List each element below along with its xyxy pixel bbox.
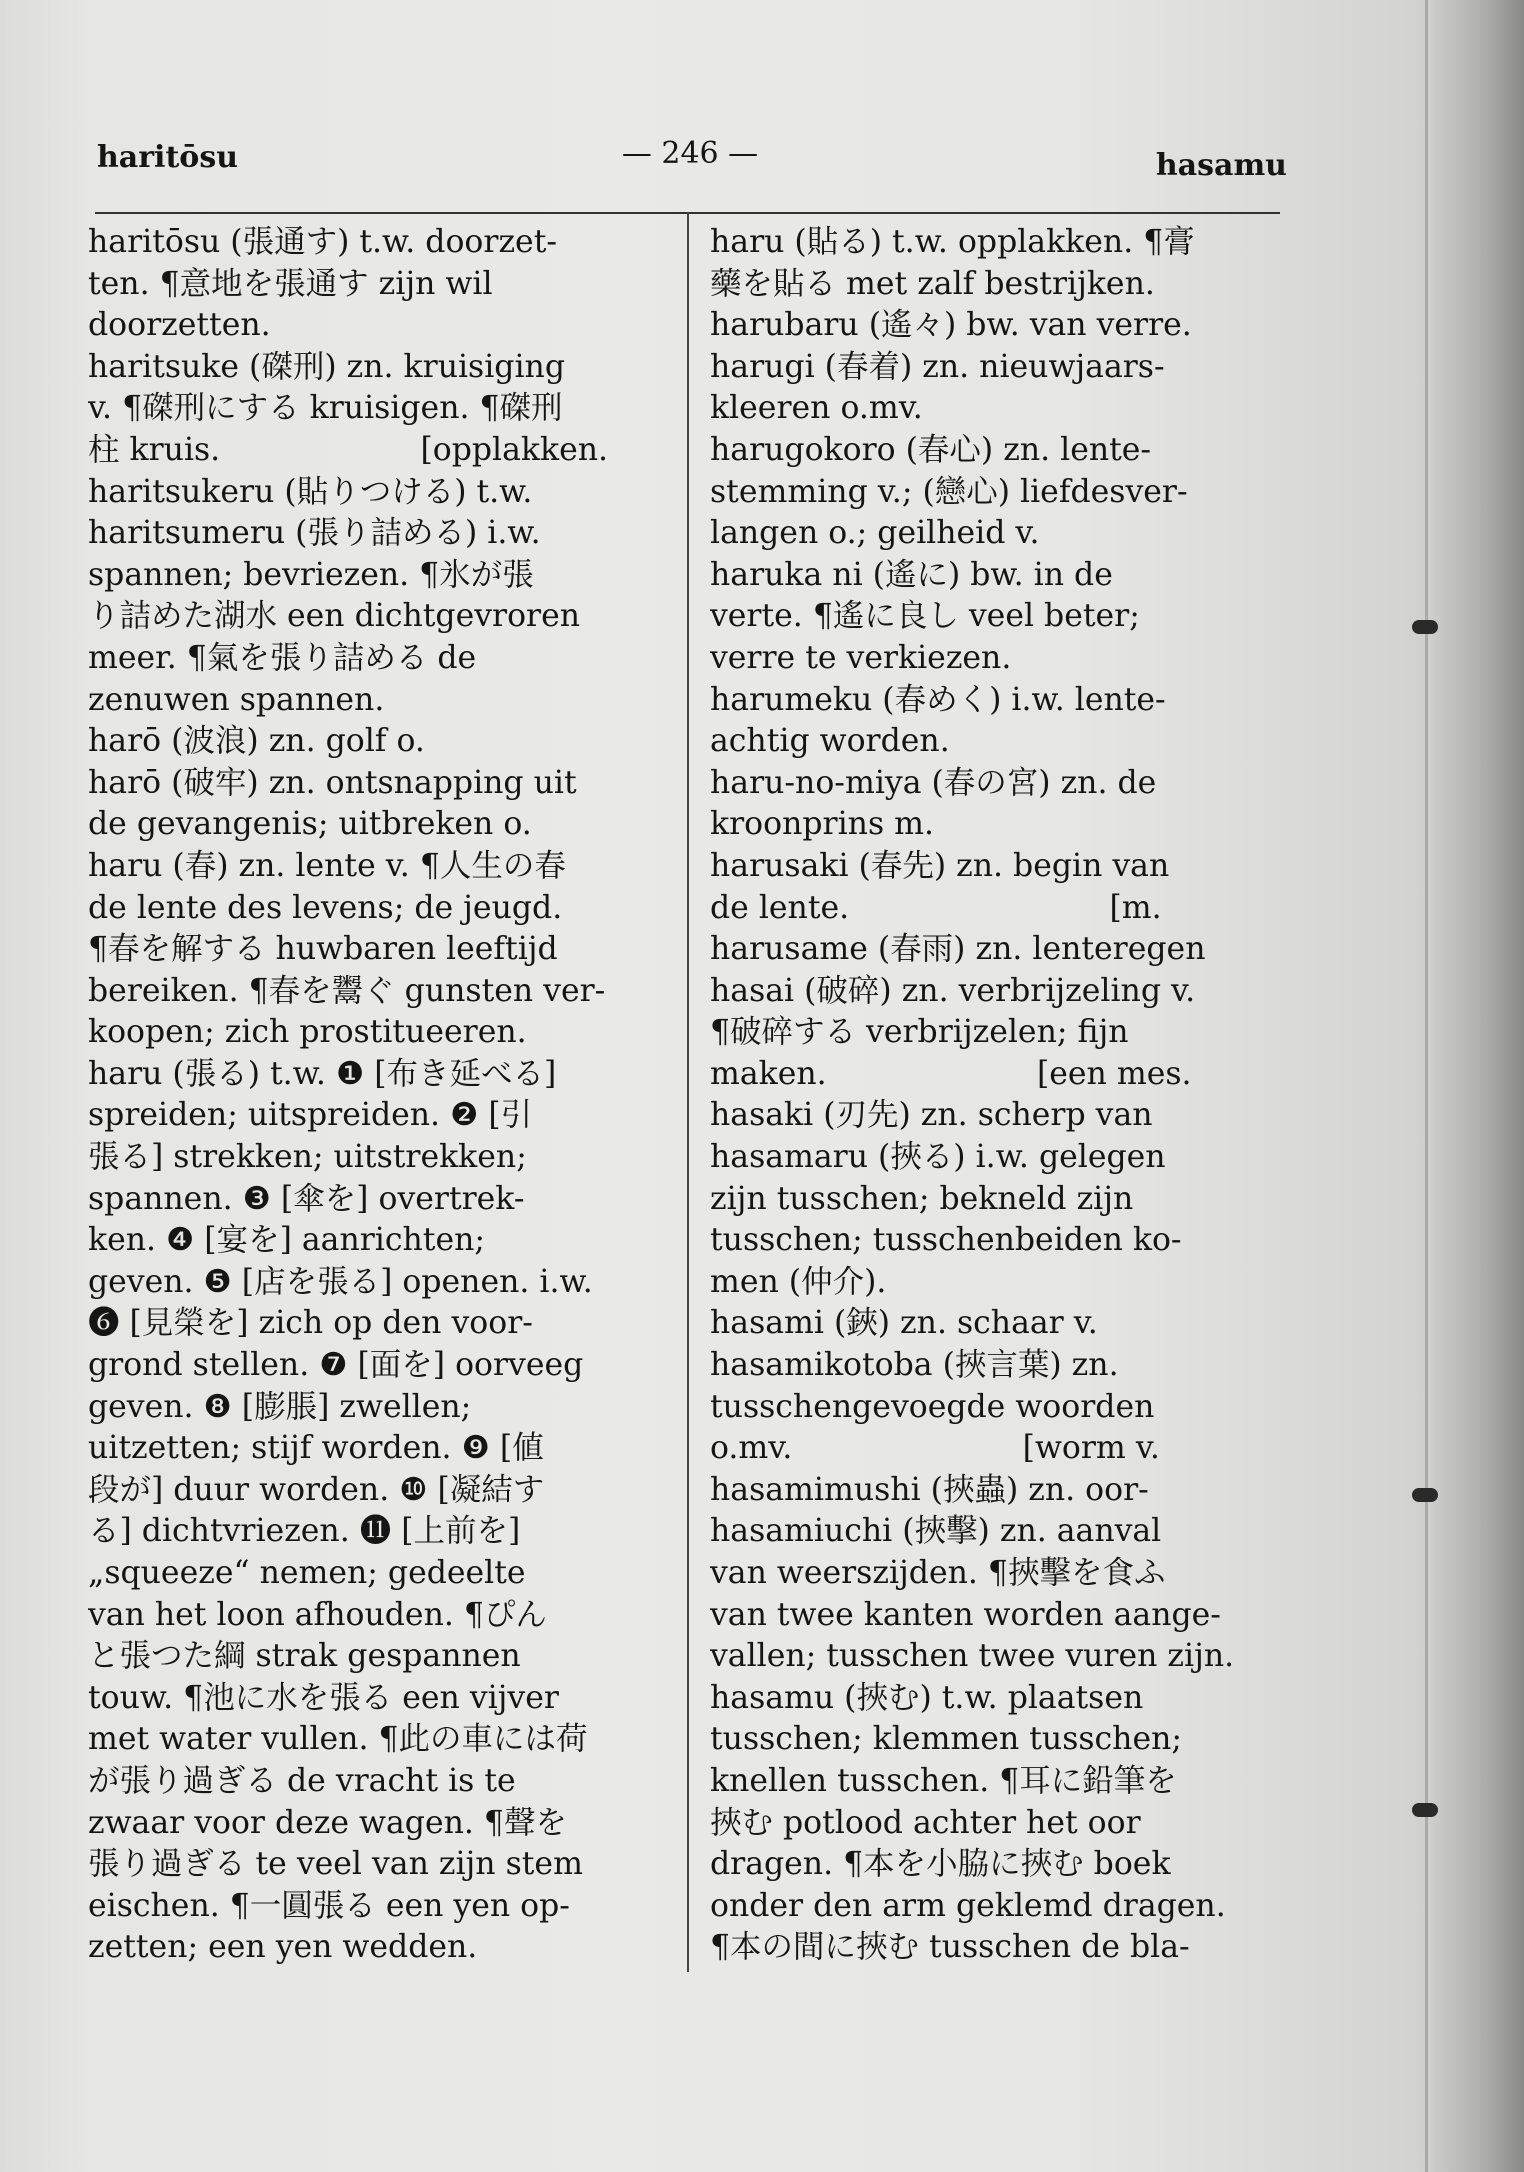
text-line: 張り過ぎる te veel van zijn stem bbox=[88, 1846, 583, 1883]
text-line: harubaru (遙々) bw. van verre. bbox=[710, 307, 1192, 344]
text-line: と張つた綱 strak gespannen bbox=[88, 1638, 521, 1675]
text-line: de lente des levens; de jeugd. bbox=[88, 889, 563, 926]
text-line: tusschen; tusschenbeiden ko- bbox=[710, 1222, 1182, 1259]
text-line: 藥を貼る met zalf bestrijken. bbox=[710, 265, 1155, 302]
text-line: ¶本の間に挾む tusschen de bla- bbox=[710, 1929, 1190, 1966]
binding-edge bbox=[1425, 0, 1428, 2172]
text-line: zenuwen spannen. bbox=[88, 681, 385, 718]
text-line: haru-no-miya (春の宮) zn. de bbox=[710, 764, 1157, 801]
text-line: „squeeze“ nemen; gedeelte bbox=[88, 1555, 526, 1591]
text-line: hasai (破碎) zn. verbrijzeling v. bbox=[710, 972, 1196, 1009]
text-line: spannen; bevriezen. ¶氷が張 bbox=[88, 556, 534, 593]
text-line: hasamiuchi (挾擊) zn. aanval bbox=[710, 1513, 1162, 1550]
header-left-guide-word: haritōsu bbox=[97, 140, 239, 175]
text-line: 段が] duur worden. ❿ [凝結す bbox=[88, 1471, 545, 1508]
text-line: touw. ¶池に水を張る een vijver bbox=[88, 1679, 559, 1716]
text-line: verre te verkiezen. bbox=[710, 639, 1012, 676]
text-line: hasamaru (挾る) i.w. gelegen bbox=[710, 1139, 1166, 1176]
text-line: bereiken. ¶春を鬻ぐ gunsten ver- bbox=[88, 972, 606, 1009]
text-line: dragen. ¶本を小脇に挾む boek bbox=[710, 1846, 1171, 1883]
text-line: tusschengevoegde woorden bbox=[710, 1388, 1155, 1425]
text-line: koopen; zich prostitueeren. bbox=[88, 1014, 527, 1051]
page-header bbox=[95, 128, 1285, 188]
text-line: men (仲介). bbox=[710, 1263, 887, 1300]
text-line: geven. ❽ [膨脹] zwellen; bbox=[88, 1388, 472, 1425]
text-line: zetten; een yen wedden. bbox=[88, 1929, 478, 1966]
text-line: る] dichtvriezen. ⓫ [上前を] bbox=[88, 1513, 521, 1550]
text-line: van weerszijden. ¶挾擊を食ふ bbox=[710, 1555, 1166, 1591]
binding-stitch bbox=[1412, 620, 1438, 634]
page-number: — 246 — bbox=[621, 136, 759, 171]
header-right-guide-word: hasamu bbox=[1155, 148, 1287, 183]
text-line: harusame (春雨) zn. lenteregen bbox=[710, 931, 1206, 968]
text-line: ¶春を解する huwbaren leeftijd bbox=[88, 931, 558, 968]
text-line: 張る] strekken; uitstrekken; bbox=[88, 1139, 527, 1176]
text-line: zwaar voor deze wagen. ¶聲を bbox=[88, 1804, 567, 1841]
text-line: haru (貼る) t.w. opplakken. ¶膏 bbox=[710, 224, 1195, 260]
text-line: spannen. ❸ [傘を] overtrek- bbox=[88, 1180, 525, 1217]
text-line: hasaki (刃先) zn. scherp van bbox=[710, 1097, 1153, 1134]
text-line: hasamikotoba (挾言葉) zn. bbox=[710, 1347, 1119, 1384]
text-line: met water vullen. ¶此の車には荷 bbox=[88, 1721, 588, 1758]
text-line: harugokoro (春心) zn. lente- bbox=[710, 431, 1152, 468]
text-line: hasamimushi (挾蟲) zn. oor- bbox=[710, 1471, 1149, 1508]
text-line: geven. ❺ [店を張る] openen. i.w. bbox=[88, 1263, 593, 1300]
column-divider bbox=[687, 212, 689, 1972]
text-line: ten. ¶意地を張通す zijn wil bbox=[88, 265, 493, 302]
text-line: haritsukeru (貼りつける) t.w. bbox=[88, 473, 533, 510]
text-line: ❻ [見榮を] zich op den voor- bbox=[88, 1305, 533, 1342]
text-line: ken. ❹ [宴を] aanrichten; bbox=[88, 1222, 485, 1259]
text-line: grond stellen. ❼ [面を] oorveeg bbox=[88, 1347, 584, 1384]
text-line: stemming v.; (戀心) liefdesver- bbox=[710, 473, 1188, 510]
text-line: haritōsu (張通す) t.w. doorzet- bbox=[88, 224, 557, 260]
text-line: が張り過ぎる de vracht is te bbox=[88, 1762, 516, 1799]
text-line: v. ¶磔刑にする kruisigen. ¶磔刑 bbox=[88, 390, 563, 427]
text-line: ¶破碎する verbrijzelen; fijn bbox=[710, 1014, 1129, 1051]
text-line: kroonprins m. bbox=[710, 806, 935, 843]
text-line: haruka ni (遙に) bw. in de bbox=[710, 556, 1113, 593]
text-line: achtig worden. bbox=[710, 723, 950, 760]
text-line: hasamu (挾む) t.w. plaatsen bbox=[710, 1679, 1144, 1716]
text-line: haru (張る) t.w. ❶ [布き延べる] bbox=[88, 1055, 557, 1092]
text-line: zijn tusschen; bekneld zijn bbox=[710, 1180, 1134, 1217]
text-line: van twee kanten worden aange- bbox=[710, 1596, 1221, 1633]
text-line: de lente. [m. bbox=[710, 889, 1162, 926]
text-line: vallen; tusschen twee vuren zijn. bbox=[710, 1638, 1235, 1675]
text-line: onder den arm geklemd dragen. bbox=[710, 1887, 1226, 1924]
text-line: doorzetten. bbox=[88, 307, 271, 344]
right-column bbox=[710, 222, 1285, 1982]
text-line: harō (波浪) zn. golf o. bbox=[88, 723, 425, 760]
text-line: knellen tusschen. ¶耳に鉛筆を bbox=[710, 1762, 1177, 1799]
binding-stitch bbox=[1412, 1488, 1438, 1502]
text-line: o.mv. [worm v. bbox=[710, 1430, 1160, 1467]
text-line: meer. ¶氣を張り詰める de bbox=[88, 639, 477, 676]
text-line: haritsumeru (張り詰める) i.w. bbox=[88, 515, 541, 552]
text-line: harō (破牢) zn. ontsnapping uit bbox=[88, 764, 577, 801]
text-line: eischen. ¶一圓張る een yen op- bbox=[88, 1887, 570, 1924]
text-line: haru (春) zn. lente v. ¶人生の春 bbox=[88, 847, 566, 884]
binding-stitch bbox=[1412, 1803, 1438, 1817]
text-line: maken. [een mes. bbox=[710, 1055, 1192, 1092]
text-line: 挾む potlood achter het oor bbox=[710, 1804, 1141, 1841]
text-line: langen o.; geilheid v. bbox=[710, 515, 1040, 552]
text-line: spreiden; uitspreiden. ❷ [引 bbox=[88, 1097, 533, 1134]
binding-shadow bbox=[1429, 0, 1524, 2172]
text-line: haritsuke (磔刑) zn. kruisiging bbox=[88, 348, 565, 385]
text-line: harumeku (春めく) i.w. lente- bbox=[710, 681, 1166, 718]
left-column bbox=[88, 222, 663, 1982]
text-line: り詰めた湖水 een dichtgevroren bbox=[88, 598, 581, 635]
text-line: kleeren o.mv. bbox=[710, 390, 923, 427]
text-line: harusaki (春先) zn. begin van bbox=[710, 847, 1170, 884]
text-line: uitzetten; stijf worden. ❾ [値 bbox=[88, 1430, 544, 1467]
text-line: 柱 kruis. [opplakken. bbox=[88, 431, 609, 468]
text-line: de gevangenis; uitbreken o. bbox=[88, 806, 532, 843]
text-line: verte. ¶遙に良し veel beter; bbox=[710, 598, 1140, 635]
text-line: van het loon afhouden. ¶ぴん bbox=[88, 1596, 547, 1633]
text-line: harugi (春着) zn. nieuwjaars- bbox=[710, 348, 1165, 385]
text-line: tusschen; klemmen tusschen; bbox=[710, 1721, 1182, 1758]
text-line: hasami (鋏) zn. schaar v. bbox=[710, 1305, 1098, 1342]
